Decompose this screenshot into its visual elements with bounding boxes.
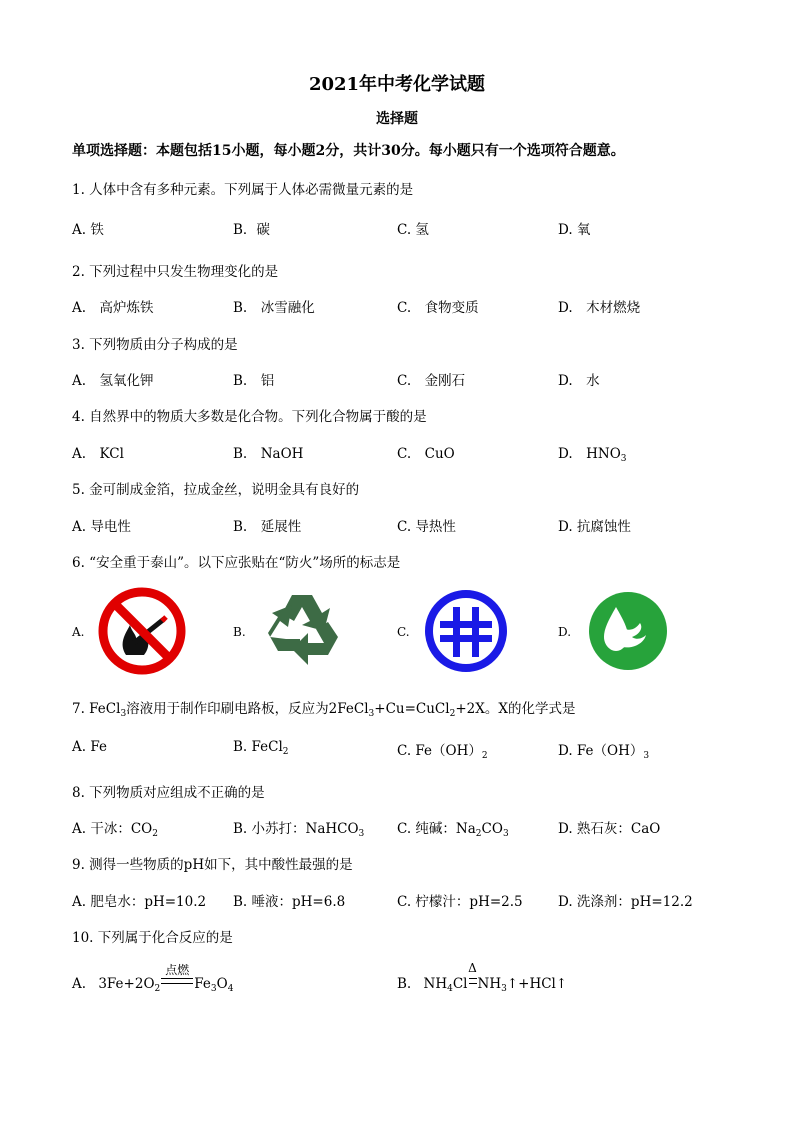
option-d[interactable]: D. $Fe(OH)_3$ bbox=[558, 743, 650, 761]
option-b[interactable]: B. 唾液：pH=6.8 bbox=[233, 894, 346, 910]
recycle-sign-icon[interactable] bbox=[258, 585, 350, 677]
no-fire-sign-icon[interactable] bbox=[96, 585, 188, 677]
question-4: 4. 自然界中的物质大多数是化合物。下列化合物属于酸的是 bbox=[72, 409, 427, 425]
sign-options bbox=[72, 585, 752, 680]
option-b[interactable]: B. 冰雪融化 bbox=[233, 300, 315, 316]
option-b[interactable]: B．碳 bbox=[233, 222, 270, 238]
instruction: 单项选择题：本题包括15小题，每小题2分，共计30分。每小题只有一个选项符合题意。 bbox=[72, 143, 625, 159]
option-b[interactable]: B. $NH_4Cl$ Δ $NH_3↑+HCl↑$ bbox=[397, 961, 568, 994]
option-c[interactable]: C. 柠檬汁：pH=2.5 bbox=[397, 894, 523, 910]
reaction-arrow-b: Δ bbox=[468, 976, 478, 992]
option-d[interactable]: D. $HNO_3$ bbox=[558, 446, 627, 464]
option-a[interactable]: A. Fe bbox=[72, 739, 107, 755]
option-d[interactable]: D. 水 bbox=[558, 373, 600, 389]
options-2 bbox=[72, 296, 752, 318]
option-a[interactable]: A. 肥皂水：pH=10.2 bbox=[72, 894, 207, 910]
options-5 bbox=[72, 515, 752, 537]
option-a[interactable]: A. 氢氧化钾 bbox=[72, 373, 154, 389]
water-drop-sign-icon[interactable] bbox=[582, 585, 674, 677]
option-a[interactable]: A. 铁 bbox=[72, 222, 104, 238]
option-c[interactable]: C. $Fe(OH)_2$ bbox=[397, 743, 488, 761]
section-title: 选择题 bbox=[376, 111, 418, 127]
question-10: 10. 下列属于化合反应的是 bbox=[72, 930, 233, 946]
option-a[interactable]: A. 高炉炼铁 bbox=[72, 300, 154, 316]
option-c[interactable]: C. 导热性 bbox=[397, 519, 456, 535]
option-d-label[interactable]: D. bbox=[558, 625, 572, 639]
option-c[interactable]: C. 纯碱：$Na_2CO_3$ bbox=[397, 821, 509, 839]
option-c[interactable]: C. CuO bbox=[397, 446, 455, 462]
question-6: 6. “安全重于泰山”。以下应张贴在“防火”场所的标志是 bbox=[72, 555, 401, 571]
option-d[interactable]: D. 洗涤剂：pH=12.2 bbox=[558, 894, 693, 910]
option-b-label[interactable]: B. bbox=[233, 625, 246, 639]
options-9 bbox=[72, 890, 752, 912]
question-1: 1. 人体中含有多种元素。下列属于人体必需微量元素的是 bbox=[72, 182, 414, 198]
option-b[interactable]: B. 铝 bbox=[233, 373, 275, 389]
option-b[interactable]: B. 延展性 bbox=[233, 519, 302, 535]
option-a[interactable]: A. $3Fe+2O_2$ 点燃 $Fe_3O_4$ bbox=[72, 963, 234, 994]
option-c-label[interactable]: C. bbox=[397, 625, 410, 639]
option-b[interactable]: B. 小苏打：NaHCO$_3$ bbox=[233, 821, 365, 839]
option-d[interactable]: D. 木材燃烧 bbox=[558, 300, 641, 316]
options-3 bbox=[72, 369, 752, 391]
question-7: 7. FeCl$_3$溶液用于制作印刷电路板，反应为2FeCl$_3$+Cu=CuCl$_2$+2X。X的化学式是 bbox=[72, 701, 576, 719]
question-8: 8. 下列物质对应组成不正确的是 bbox=[72, 785, 265, 801]
question-9: 9. 测得一些物质的pH如下，其中酸性最强的是 bbox=[72, 857, 353, 873]
option-d[interactable]: D. 氧 bbox=[558, 222, 591, 238]
options-10 bbox=[72, 961, 752, 998]
option-c[interactable]: C. 食物变质 bbox=[397, 300, 479, 316]
option-a[interactable]: A. 干冰：$CO_2$ bbox=[72, 821, 158, 839]
water-saving-sign-icon[interactable] bbox=[420, 585, 512, 677]
question-3: 3. 下列物质由分子构成的是 bbox=[72, 337, 238, 353]
reaction-arrow-a: 点燃 bbox=[160, 976, 194, 992]
options-8 bbox=[72, 817, 752, 839]
question-5: 5. 金可制成金箔，拉成金丝，说明金具有良好的 bbox=[72, 482, 360, 498]
option-a-label[interactable]: A. bbox=[72, 625, 85, 639]
option-d[interactable]: D. 抗腐蚀性 bbox=[558, 519, 631, 535]
options-4 bbox=[72, 442, 752, 464]
option-a[interactable]: A. 导电性 bbox=[72, 519, 131, 535]
question-2: 2. 下列过程中只发生物理变化的是 bbox=[72, 264, 279, 280]
options-7 bbox=[72, 739, 752, 761]
page-title: 2021年中考化学试题 bbox=[308, 74, 486, 95]
option-b[interactable]: B. NaOH bbox=[233, 446, 304, 462]
option-c[interactable]: C. 金刚石 bbox=[397, 373, 466, 389]
option-c[interactable]: C. 氢 bbox=[397, 222, 429, 238]
option-a[interactable]: A. KCl bbox=[72, 446, 124, 462]
option-d[interactable]: D. 熟石灰：CaO bbox=[558, 821, 661, 837]
option-b[interactable]: B. FeCl$_2$ bbox=[233, 739, 289, 757]
options-1 bbox=[72, 218, 752, 240]
